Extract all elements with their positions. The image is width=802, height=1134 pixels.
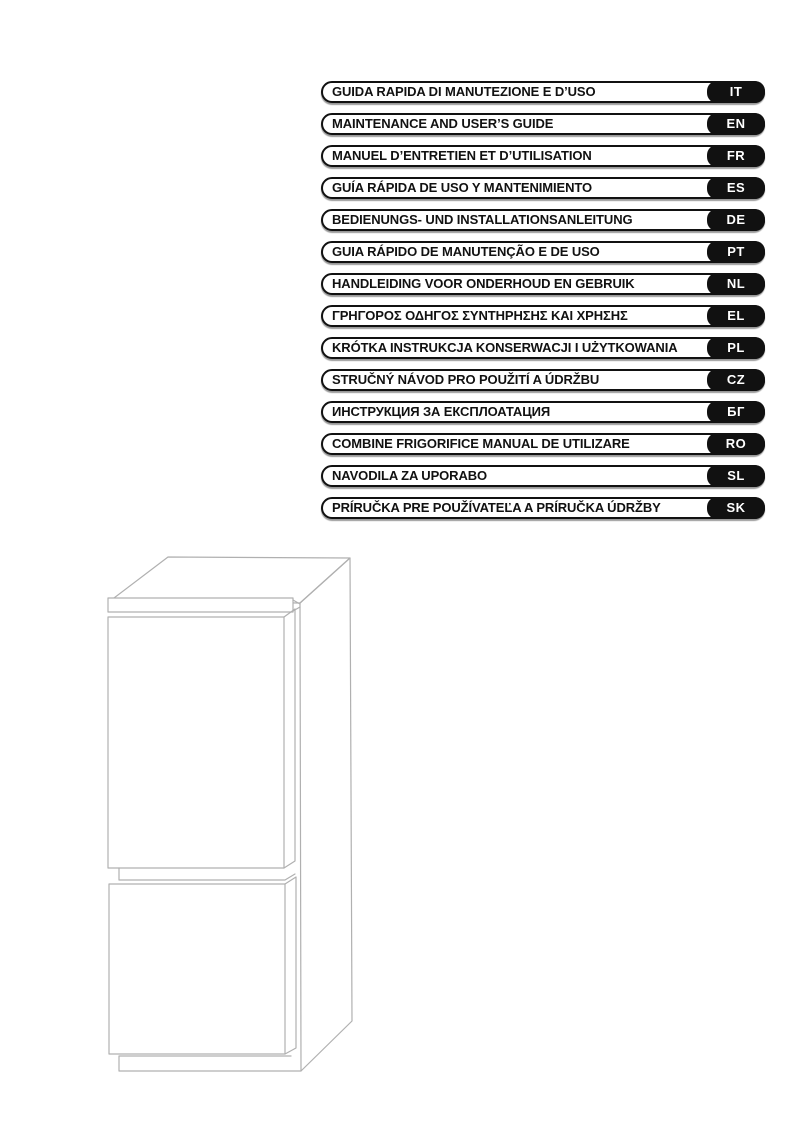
- fridge-lower-door: [109, 884, 285, 1054]
- fridge-upper-door: [108, 617, 284, 868]
- language-code-badge: EN: [707, 113, 765, 135]
- language-row: [321, 401, 765, 423]
- guide-title-label: ИНСТРУКЦИЯ ЗА ЕКСПЛОАТАЦИЯ: [332, 404, 551, 419]
- language-code-badge: NL: [707, 273, 765, 295]
- language-row: [321, 369, 765, 391]
- language-code-badge: EL: [707, 305, 765, 327]
- guide-title-label: NAVODILA ZA UPORABO: [332, 468, 488, 483]
- guide-title-label: HANDLEIDING VOOR ONDERHOUD EN GEBRUIK: [332, 276, 635, 291]
- fridge-side-panel: [300, 558, 352, 1071]
- language-row: [321, 177, 765, 199]
- guide-title-label: BEDIENUNGS- UND INSTALLATIONSANLEITUNG: [332, 212, 633, 227]
- language-row: [321, 209, 765, 231]
- language-row: [321, 433, 765, 455]
- guide-title-label: KRÓTKA INSTRUKCJA KONSERWACJI I UŻYTKOWANIA: [332, 340, 678, 355]
- language-row: [321, 241, 765, 263]
- guide-title-label: COMBINE FRIGORIFICE MANUAL DE UTILIZARE: [332, 436, 630, 451]
- guide-title-label: ΓΡΗΓΟΡΟΣ ΟΔΗΓΟΣ ΣΥΝΤΗΡΗΣΗΣ ΚΑΙ ΧΡΗΣΗΣ: [332, 308, 628, 323]
- language-row: [321, 81, 765, 103]
- language-code-badge: CZ: [707, 369, 765, 391]
- guide-title-label: MANUEL D’ENTRETIEN ET D’UTILISATION: [332, 148, 592, 163]
- fridge-upper-door-edge: [284, 609, 295, 868]
- language-code-badge: БГ: [707, 401, 765, 423]
- language-code-badge: DE: [707, 209, 765, 231]
- guide-title-label: GUIA RÁPIDO DE MANUTENÇÃO E DE USO: [332, 244, 600, 259]
- fridge-cornice-bar: [108, 598, 293, 612]
- guide-title-label: STRUČNÝ NÁVOD PRO POUŽITÍ A ÚDRŽBU: [332, 372, 600, 387]
- language-code-badge: FR: [707, 145, 765, 167]
- language-code-badge: PT: [707, 241, 765, 263]
- language-row: [321, 113, 765, 135]
- fridge-lower-door-edge: [285, 877, 296, 1054]
- guide-title-label: MAINTENANCE AND USER’S GUIDE: [332, 116, 554, 131]
- language-row: [321, 497, 765, 519]
- language-code-badge: ES: [707, 177, 765, 199]
- language-code-badge: IT: [707, 81, 765, 103]
- fridge-cornice-edge: [293, 600, 300, 611]
- guide-title-label: PRÍRUČKA PRE POUŽÍVATEĽA A PRÍRUČKA ÚDRŽBY: [332, 500, 661, 515]
- language-row: [321, 337, 765, 359]
- guide-title-label: GUIDA RAPIDA DI MANUTEZIONE E D’USO: [332, 84, 596, 99]
- language-row: [321, 305, 765, 327]
- fridge-top-face: [110, 557, 350, 603]
- fridge-plinth: [119, 1056, 301, 1071]
- language-code-badge: RO: [707, 433, 765, 455]
- language-row: [321, 465, 765, 487]
- language-code-badge: SL: [707, 465, 765, 487]
- language-list: [321, 81, 765, 529]
- language-row: [321, 145, 765, 167]
- fridge-door-gap: [119, 868, 295, 880]
- language-code-badge: SK: [707, 497, 765, 519]
- guide-title-label: GUÍA RÁPIDA DE USO Y MANTENIMIENTO: [332, 180, 592, 195]
- language-row: [321, 273, 765, 295]
- language-code-badge: PL: [707, 337, 765, 359]
